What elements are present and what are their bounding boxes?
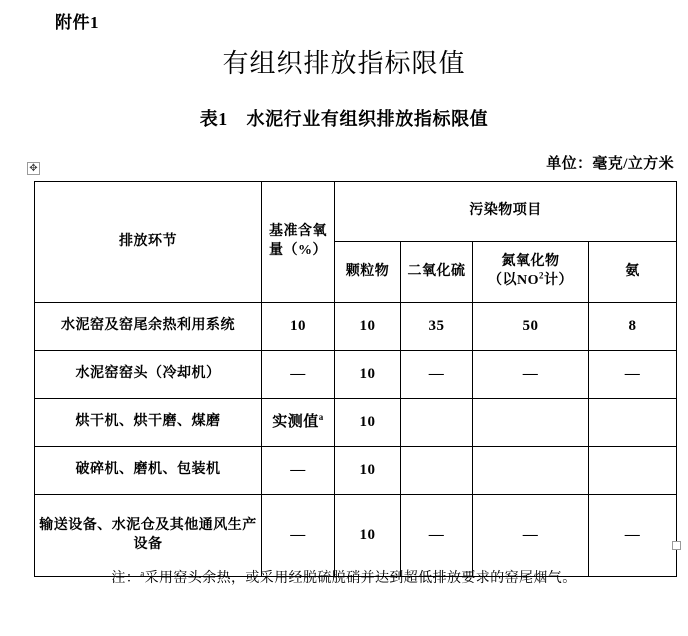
cell-oxygen [262, 399, 335, 447]
cell-nh3 [589, 447, 677, 495]
footnote-text: 采用窑头余热，或采用经脱硫脱硝并达到超低排放要求的窑尾烟气。 [144, 571, 577, 586]
nox-formula-prefix: （以NO [488, 273, 539, 288]
cell-stage: 输送设备、水泥仓及其他通风生产设备 [35, 495, 262, 577]
column-header-oxygen: 基准含氧量（%） [262, 182, 335, 303]
table-row [35, 303, 677, 351]
cell-oxygen-value: 10 [290, 318, 306, 335]
cell-pm: 10 [335, 495, 401, 577]
table-row [35, 399, 677, 447]
column-header-stage: 排放环节 [35, 182, 262, 303]
cell-stage: 水泥窑及窑尾余热利用系统 [35, 303, 262, 351]
table-caption: 表1 水泥行业有组织排放指标限值 [199, 109, 489, 129]
cell-so2: — [401, 351, 473, 399]
cell-pm: 10 [335, 351, 401, 399]
table-row [35, 495, 677, 577]
cell-pm: 10 [335, 447, 401, 495]
cell-nh3: — [589, 495, 677, 577]
table-resize-handle-icon[interactable] [672, 541, 681, 550]
cell-oxygen-value: — [290, 462, 306, 479]
cell-oxygen-value: 实测值 [272, 414, 319, 431]
table-row [35, 447, 677, 495]
cell-oxygen [262, 447, 335, 495]
cell-so2: — [401, 495, 473, 577]
table-footnote [0, 567, 688, 587]
cell-oxygen [262, 303, 335, 351]
cell-nh3: 8 [589, 303, 677, 351]
table-body [35, 303, 677, 577]
column-header-pm: 颗粒物 [335, 242, 401, 303]
nox-label-line1: 氮氧化物 [501, 254, 560, 270]
cell-nox [473, 399, 589, 447]
footnote-marker: a [140, 568, 145, 579]
attachment-label: 附件1 [55, 13, 99, 32]
column-header-pollutant-group: 污染物项目 [335, 182, 677, 242]
cell-oxygen [262, 495, 335, 577]
table-header [35, 182, 677, 303]
cell-nox [473, 447, 589, 495]
nox-subscript: 2 [539, 270, 544, 281]
cell-nh3 [589, 399, 677, 447]
page-title: 有组织排放指标限值 [222, 49, 466, 78]
table-header-row-1 [35, 182, 677, 242]
column-header-so2: 二氧化硫 [401, 242, 473, 303]
column-header-nox [473, 242, 589, 303]
cell-nox: 50 [473, 303, 589, 351]
cell-so2 [401, 447, 473, 495]
unit-note: 单位：毫克/立方米 [546, 156, 674, 172]
cell-oxygen-footnote-marker: a [318, 412, 324, 423]
cell-stage: 烘干机、烘干磨、煤磨 [35, 399, 262, 447]
cell-nh3: — [589, 351, 677, 399]
nox-label-line2 [476, 272, 585, 291]
cell-so2 [401, 399, 473, 447]
cell-nox: — [473, 351, 589, 399]
move-arrows-glyph: ✥ [29, 162, 38, 174]
cell-pm: 10 [335, 303, 401, 351]
table-move-handle-icon[interactable] [27, 162, 40, 175]
footnote-prefix: 注： [111, 571, 141, 586]
cell-so2: 35 [401, 303, 473, 351]
cell-nox: — [473, 495, 589, 577]
cell-pm: 10 [335, 399, 401, 447]
cell-oxygen-value: — [290, 527, 306, 544]
cell-stage: 水泥窑窑头（冷却机） [35, 351, 262, 399]
table-row [35, 351, 677, 399]
cell-oxygen [262, 351, 335, 399]
cell-oxygen-value: — [290, 366, 306, 383]
cell-stage: 破碎机、磨机、包装机 [35, 447, 262, 495]
column-header-nh3: 氨 [589, 242, 677, 303]
emission-limits-table [34, 181, 677, 577]
nox-formula-suffix: 计） [544, 273, 573, 288]
